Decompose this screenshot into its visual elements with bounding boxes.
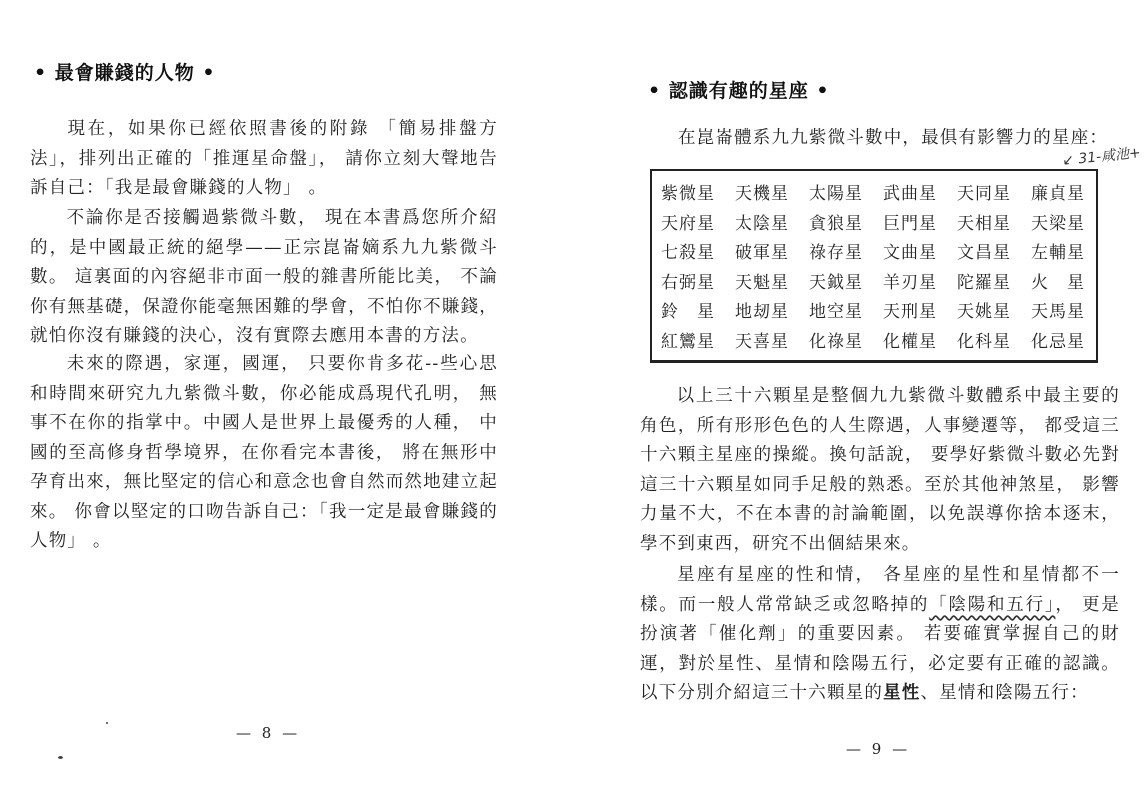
right-paragraph-2-part1: 星座有星座的性和情， 各星座的星性和星情都不一樣。而一般人常常缺乏或忽略掉的 [640, 565, 1120, 615]
star-cell: 羊刃星 [882, 272, 937, 293]
right-paragraph-2-part2: ， 更是扮演著「催化劑」的重要因素。 若要確實掌握自己的財運，對於星性、星情和陰陽五行，必定要有正確的認識。 以下分別介紹這三十六顆星的 [640, 594, 1120, 703]
star-cell: 陀羅星 [956, 272, 1011, 293]
star-cell: 天機星 [735, 184, 790, 205]
star-cell: 貪狼星 [809, 213, 863, 234]
star-cell: 天同星 [956, 184, 1011, 205]
left-paragraph-3 [30, 350, 498, 557]
right-page-heading: • 認識有趣的星座 • [648, 80, 830, 102]
star-cell: 紫微星 [661, 184, 715, 205]
star-cell: 右弼星 [661, 272, 715, 293]
right-page-number: — 9 — [846, 740, 911, 758]
arrow-icon: ↙ [1061, 151, 1075, 170]
star-cell: 文曲星 [882, 243, 937, 264]
left-paragraph-1-text: 現在，如果你已經依照書後的附錄 「簡易排盤方法」，排列出正確的「推運星命盤」， 請你立刻大聲地告訴自己：「我是最會賺錢的人物」 。 [30, 119, 498, 198]
star-cell: 天府星 [661, 213, 715, 234]
right-paragraph-2-part3: 、星情和陰陽五行： [920, 683, 1089, 703]
left-page [0, 0, 560, 793]
star-cell: 天鉞星 [809, 272, 863, 293]
star-cell: 化忌星 [1030, 331, 1085, 352]
right-paragraph-2 [640, 561, 1120, 709]
table-row [651, 236, 1097, 266]
table-row [651, 295, 1097, 325]
star-cell: 天刑星 [882, 302, 937, 323]
star-cell: 化祿星 [809, 331, 863, 352]
underlined-phrase: 「陰陽和五行」 [929, 594, 1056, 615]
scan-speck [58, 756, 63, 759]
star-cell: 化科星 [956, 331, 1011, 352]
star-cell: 廉貞星 [1030, 184, 1085, 205]
star-cell: 武曲星 [882, 184, 937, 205]
star-cell: 破軍星 [735, 243, 790, 264]
star-cell: 地空星 [809, 302, 863, 323]
star-cell: 文昌星 [956, 243, 1011, 264]
star-intro: 在崑崙體系九九紫微斗數中，最俱有影響力的星座： [678, 128, 1109, 148]
left-paragraph-2-text: 不論你是否接觸過紫微斗數， 現在本書爲您所介紹的，是中國最正統的絕學——正宗崑崙嫡系九九紫微斗數。 這裏面的內容絕非市面一般的雜書所能比美， 不論你有無基礎，保證你能毫無困難的學會，不怕你不賺錢， 就怕你沒有賺錢的決心，沒有實際去應用本書的方法。 [30, 208, 498, 346]
star-cell: 天姚星 [956, 302, 1011, 323]
star-cell: 太陰星 [735, 213, 790, 234]
left-paragraph-3-text: 未來的際遇，家運，國運， 只要你肯多花--些心思和時間來研究九九紫微斗數，你必能成爲現代孔明， 無事不在你的指掌中。中國人是世界上最優秀的人種， 中國的至高修身哲學境界，在你看完本書後， 將在無形中孕育出來，無比堅定的信心和意念也會自然而然地建立起來。 你會以堅定的口吻告訴自己：「我一定是最會賺錢的人物」 。 [30, 354, 498, 551]
bold-phrase: 星性 [883, 683, 921, 703]
left-page-number: — 8 — [236, 724, 301, 742]
star-cell: 火 星 [1030, 272, 1085, 293]
star-cell: 天魁星 [735, 272, 790, 293]
star-cell: 地刼星 [735, 302, 790, 323]
left-page-heading: • 最會賺錢的人物 • [34, 62, 216, 84]
star-cell: 天梁星 [1030, 213, 1085, 234]
star-cell: 祿存星 [809, 243, 863, 264]
table-row [651, 325, 1097, 362]
right-paragraph-1 [640, 382, 1120, 559]
table-row [651, 170, 1097, 207]
star-cell: 左輔星 [1030, 243, 1085, 264]
table-row [651, 266, 1097, 296]
right-paragraph-1-text: 以上三十六顆星是整個九九紫微斗數體系中最主要的 角色，所有形形色色的人生際遇，人事變遷等， 都受這三十六顆主星座的操縱。換句話說， 要學好紫微斗數必先對這三十六顆星如同手足般的熟悉。至於其他神煞星， 影響力量不大，不在本書的討論範圍，以免誤導你捨本逐末， 學不到東西，研究不出個結果來。 [640, 386, 1120, 554]
star-cell: 太陽星 [809, 184, 863, 205]
star-cell: 巨門星 [882, 213, 937, 234]
star-cell: 化權星 [882, 331, 937, 352]
star-cell: 紅鸞星 [661, 331, 715, 352]
star-cell: 天喜星 [735, 331, 790, 352]
star-cell: 鈴 星 [661, 302, 715, 323]
table-row [651, 207, 1097, 237]
left-paragraph-2 [30, 204, 498, 352]
star-table [650, 169, 1098, 363]
star-cell: 天相星 [956, 213, 1011, 234]
star-cell: 七殺星 [661, 243, 715, 264]
handwritten-note-text: 31-咸池+ [1077, 144, 1142, 168]
right-page [600, 0, 1146, 793]
left-paragraph-1 [30, 115, 498, 204]
scan-speck [106, 722, 108, 724]
star-cell: 天馬星 [1030, 302, 1085, 323]
